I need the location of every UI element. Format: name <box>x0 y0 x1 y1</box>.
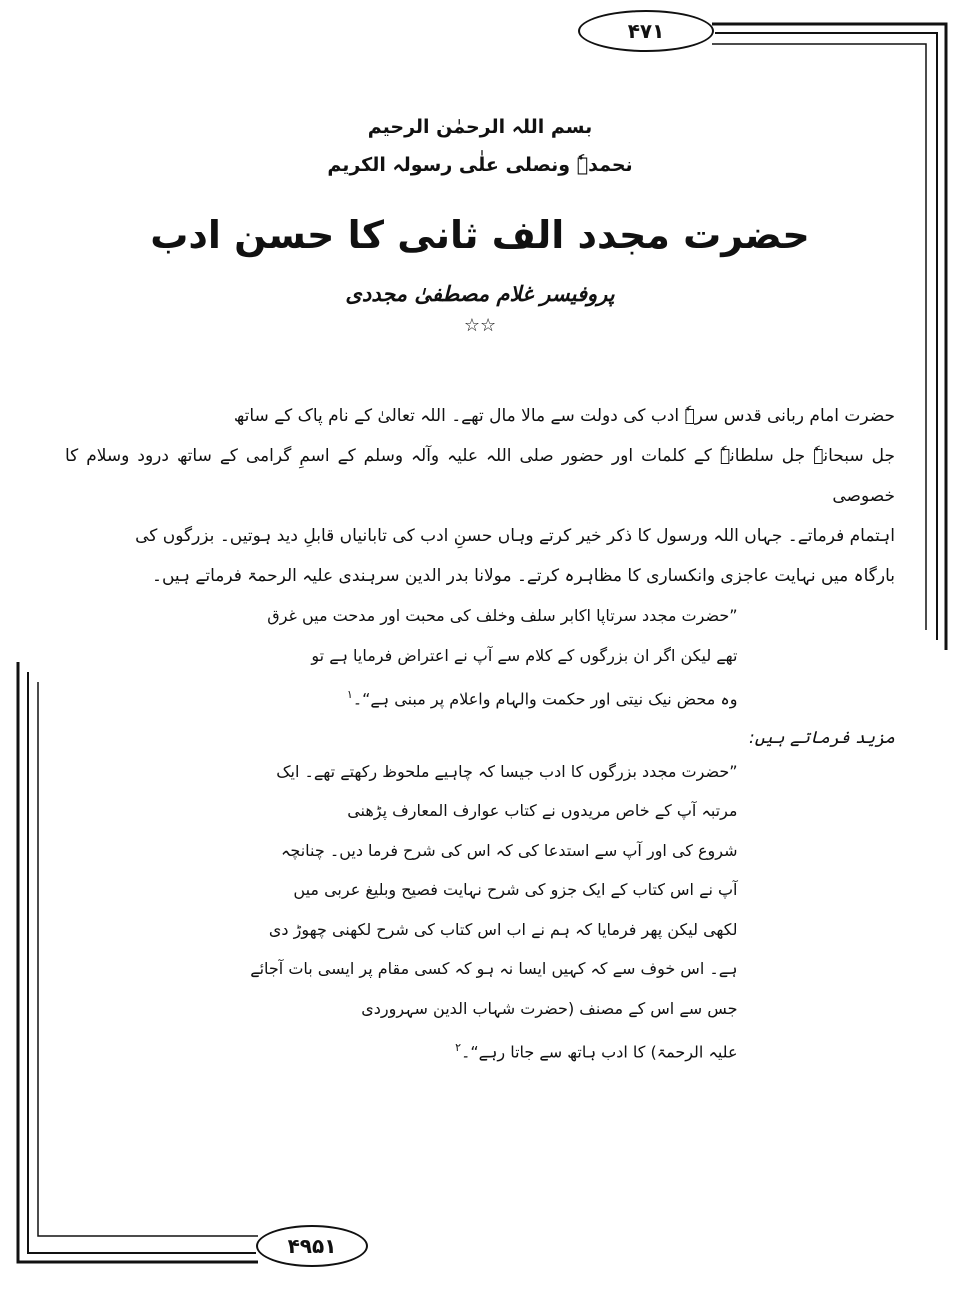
footnote-ref-2: ۲ <box>455 1041 461 1055</box>
salutation: نحمدہٗ ونصلی علٰی رسولہ الکریم <box>327 154 633 176</box>
quote-line <box>223 1028 738 1072</box>
quote-block-2 <box>223 752 738 1072</box>
quote-line: جس سے اس کے مصنف (حضرت شہاب الدین سہروردی <box>361 998 738 1018</box>
bismillah: بسم اللہ الرحمٰن الرحیم <box>367 116 593 138</box>
author-name: پروفیسر غلام مصطفیٰ مجددی <box>345 282 615 306</box>
paragraph-line: اہتمام فرماتے۔ جہاں اللہ ورسول کا ذکر خیر کرتے وہاں حسنِ ادب کی تابانیاں قابلِ دید ہوتیں۔ بزرگوں کی <box>135 526 895 546</box>
article-title: حضرت مجدد الف ثانی کا حسن ادب <box>150 213 810 257</box>
quote-line: ”حضرت مجدد بزرگوں کا ادب جیسا کہ چاہیے ملحوظ رکھتے تھے۔ ایک <box>276 761 738 781</box>
paragraph-line: جل سبحانہٗ جل سلطانہٗ کے کلمات اور حضور صلی اللہ علیہ وآلہ وسلم کے اسمِ گرامی کے ساتھ درود وسلام کا خصوصی <box>65 446 895 506</box>
quote-line: تھے لیکن اگر ان بزرگوں کے کلام سے آپ نے اعتراض فرمایا ہے تو <box>311 645 738 665</box>
quote-block-1 <box>223 596 738 719</box>
paragraph-line: بارگاہ میں نہایت عاجزی وانکساری کا مظاہرہ کرتے۔ مولانا بدر الدین سرہندی علیہ الرحمۃ فرماتے ہیں۔ <box>152 566 895 586</box>
page-number-bottom-text: ۴۹۵۱ <box>287 1234 337 1258</box>
intro-2: مزید فرماتے ہیں: <box>748 727 895 748</box>
quote-line: ہے۔ اس خوف سے کہ کہیں ایسا نہ ہو کہ کسی مقام پر ایسی بات آجائے <box>250 959 738 979</box>
intro-paragraph <box>65 396 895 596</box>
quote-line: شروع کی اور آپ سے استدعا کی کہ اس کی شرح فرما دیں۔ چنانچہ <box>280 840 738 860</box>
footnote-ref-1: ۱ <box>346 688 353 701</box>
quote-line: ”حضرت مجدد سرتاپا اکابر سلف وخلف کی محبت اور مدحت میں غرق <box>267 606 738 625</box>
quote-line: مرتبہ آپ کے خاص مریدوں نے کتاب عوارف المعارف پڑھنی <box>347 801 738 821</box>
quote-line: لکھی لیکن پھر فرمایا کہ ہم نے اب اس کتاب کی شرح لکھنی چھوڑ دی <box>268 919 738 939</box>
separator-stars: ☆☆ <box>463 315 497 336</box>
quote-line-text: علیہ الرحمۃ) کا ادب ہاتھ سے جاتا رہے“۔ <box>460 1042 738 1062</box>
quote-line-text: وہ محض نیک نیتی اور حکمت والہام واعلام پر مبنی ہے“۔ <box>352 689 738 709</box>
quote-line: آپ نے اس کتاب کے ایک جزو کی شرح نہایت فصیح وبلیغ عربی میں <box>293 880 738 900</box>
quote-line <box>223 675 738 719</box>
page-number-top-text: ۴۷۱ <box>627 19 665 43</box>
paragraph-line: حضرت امام ربانی قدس سرہٗ ادب کی دولت سے مالا مال تھے۔ اللہ تعالیٰ کے نام پاک کے ساتھ <box>233 406 895 426</box>
page-number-bottom <box>256 1225 368 1267</box>
